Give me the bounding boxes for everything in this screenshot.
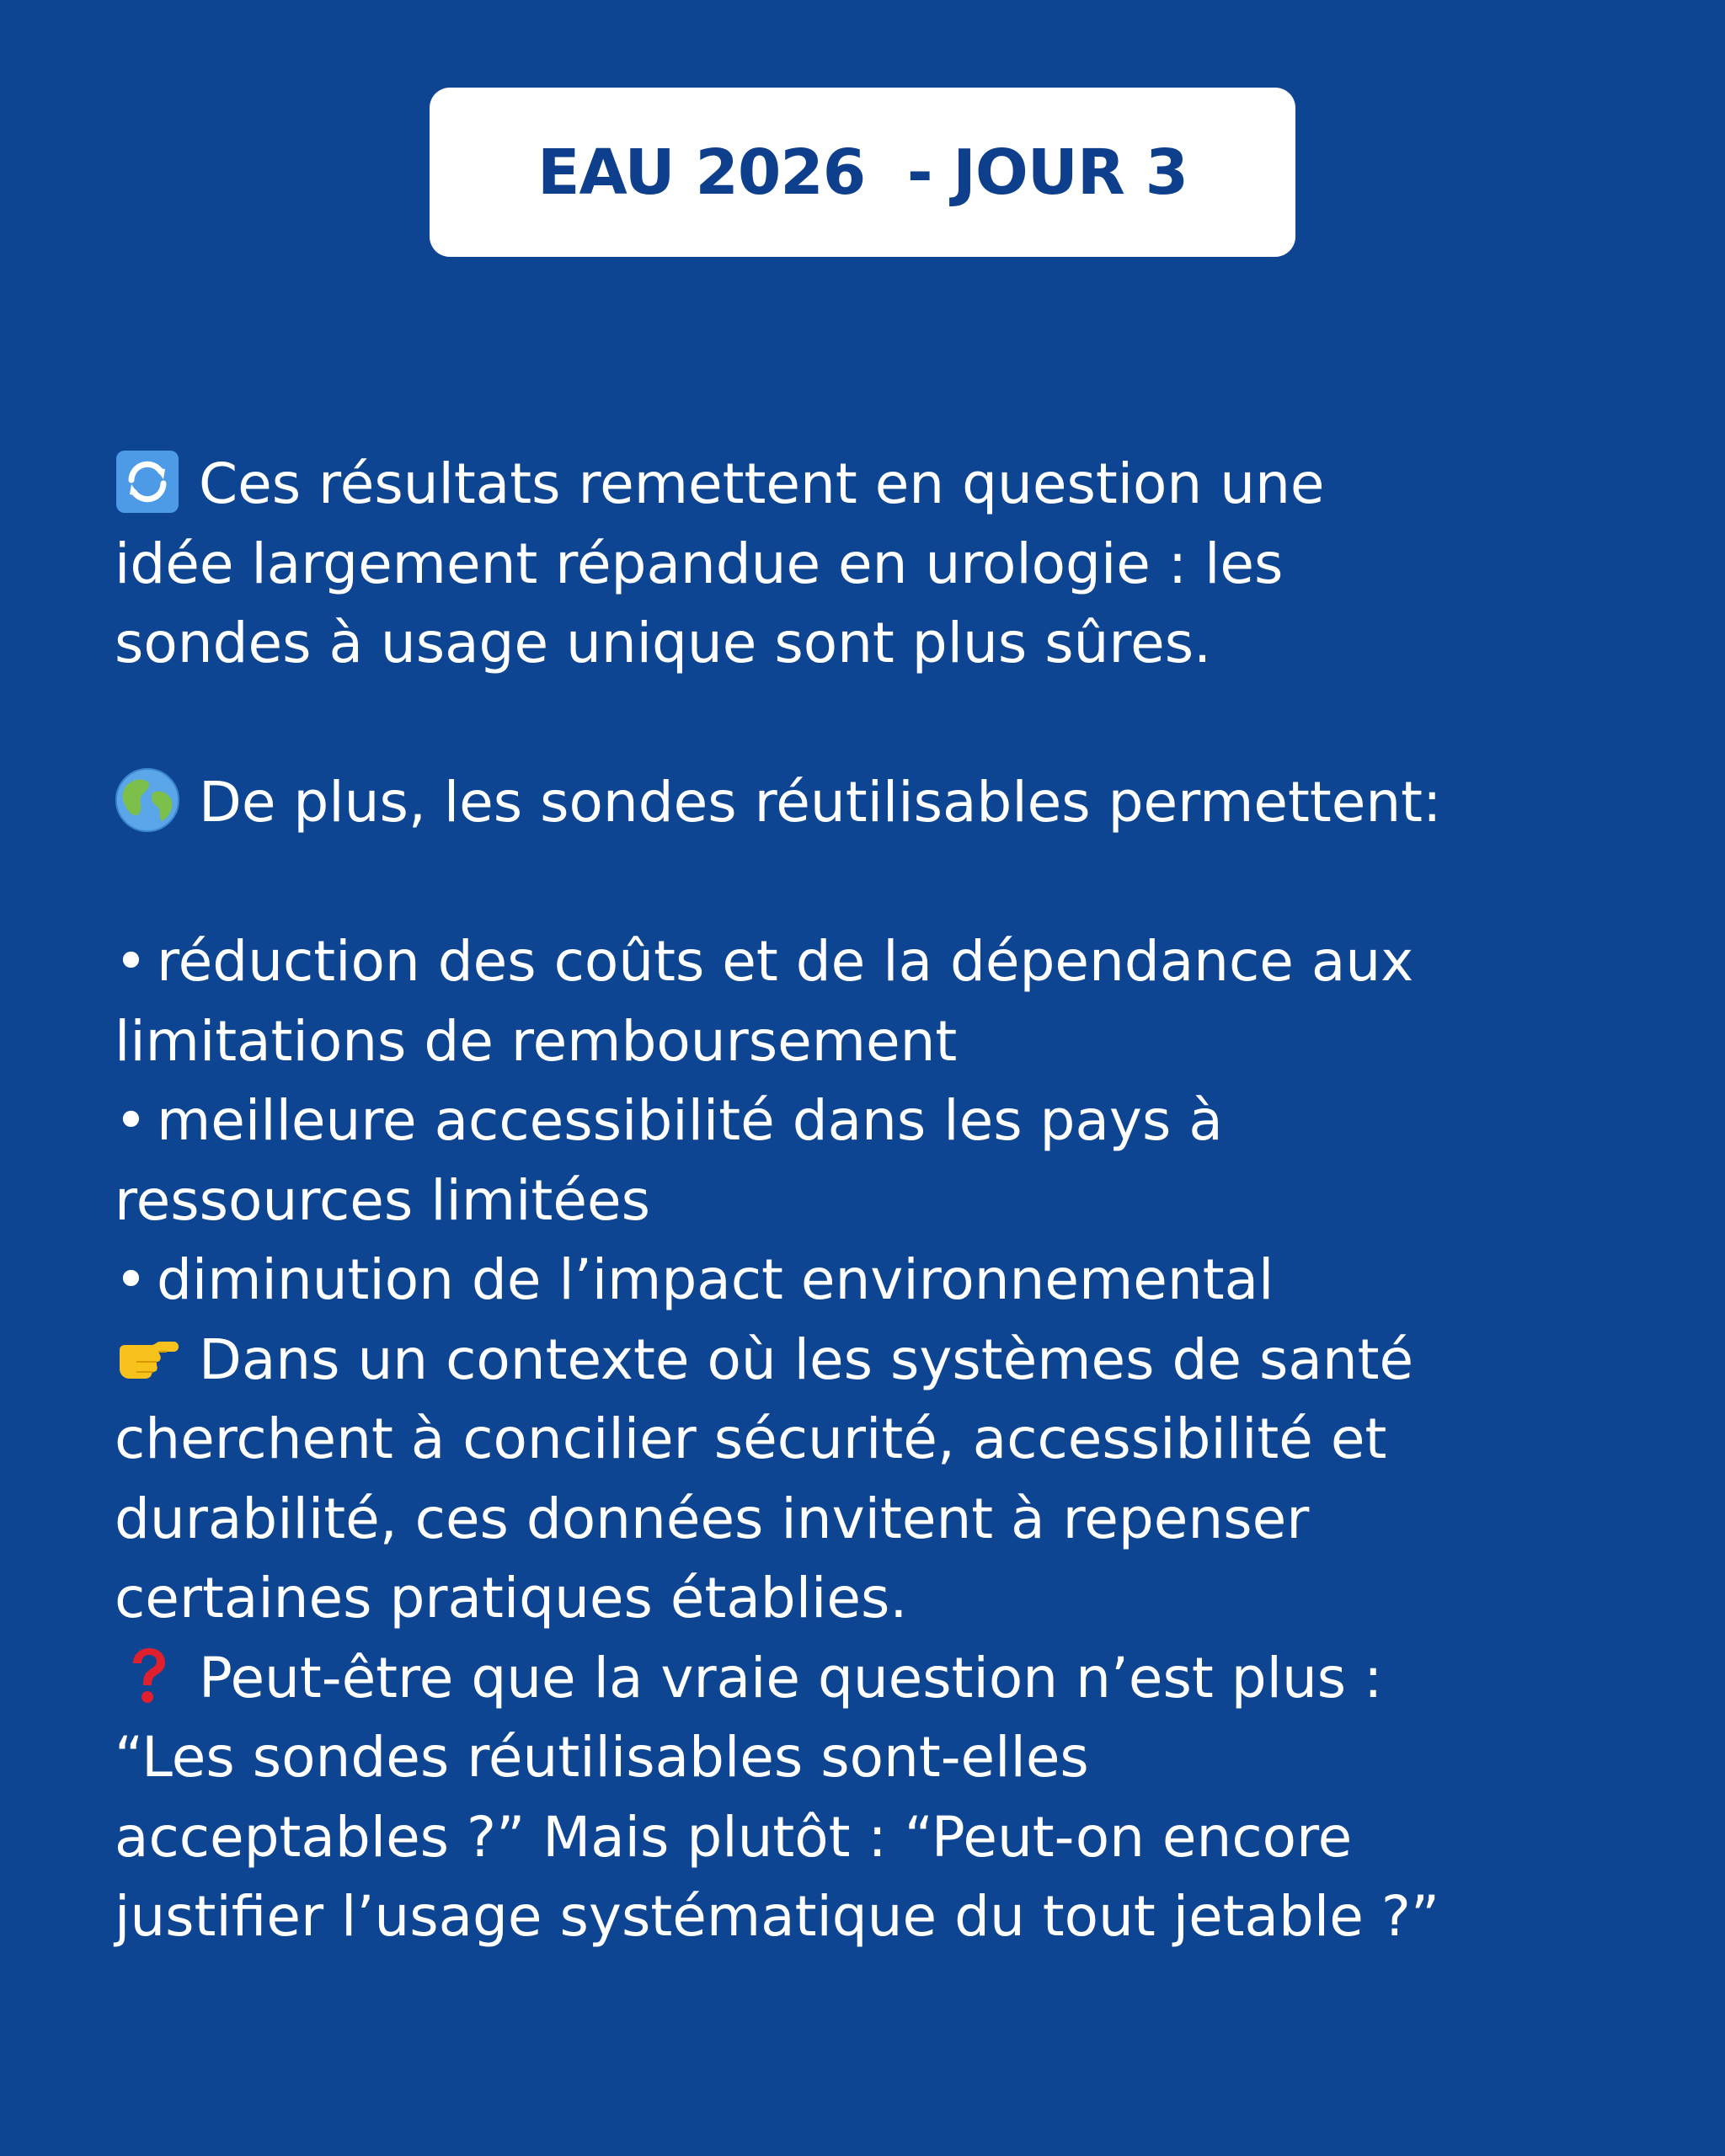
intro-line: idée largement répandue en urologie : les	[115, 531, 1284, 596]
bullet-text: meilleure accessibilité dans les pays à	[157, 1088, 1223, 1153]
bullet-symbol: •	[115, 1088, 147, 1153]
intro-line	[115, 445, 1605, 525]
title-banner	[430, 88, 1295, 257]
question-line: acceptables ?” Mais plutôt : “Peut-on encore	[115, 1804, 1353, 1870]
context-text: Dans un contexte où les systèmes de santé	[199, 1326, 1414, 1392]
globe-icon	[115, 767, 180, 833]
post-body	[115, 445, 1605, 1957]
bullet-continuation: limitations de remboursement	[115, 1008, 958, 1074]
question-text: Peut-être que la vraie question n’est plus :	[199, 1645, 1383, 1710]
bullet-symbol: •	[115, 929, 147, 994]
context-line	[115, 1321, 1605, 1401]
spacer	[115, 843, 1605, 923]
intro-text: Ces résultats remettent en question une	[199, 451, 1325, 516]
bullet-item	[115, 1081, 1605, 1161]
counterclockwise-arrows-icon	[115, 449, 180, 515]
benefits-heading-text: De plus, les sondes réutilisables permettent:	[199, 770, 1442, 835]
question-line	[115, 1639, 1605, 1719]
context-line: cherchent à concilier sécurité, accessibilité et	[115, 1406, 1387, 1471]
bullet-text: diminution de l’impact environnemental	[157, 1247, 1274, 1312]
context-line: certaines pratiques établies.	[115, 1566, 908, 1630]
spacer	[115, 684, 1605, 764]
pointing-hand-icon	[115, 1325, 180, 1390]
bullet-item	[115, 1241, 1605, 1321]
intro-line: sondes à usage unique sont plus sûres.	[115, 611, 1212, 675]
question-line: “Les sondes réutilisables sont-elles	[115, 1725, 1089, 1790]
bullet-item	[115, 922, 1605, 1002]
page-title: EAU 2026 - JOUR 3	[537, 136, 1188, 209]
context-line: durabilité, ces données invitent à repenser	[115, 1486, 1310, 1551]
question-line: justifier l’usage systématique du tout jetable ?”	[115, 1884, 1440, 1949]
bullet-text: réduction des coûts et de la dépendance aux	[157, 929, 1414, 994]
bullet-continuation: ressources limitées	[115, 1167, 650, 1233]
question-mark-icon	[115, 1643, 180, 1709]
bullet-symbol: •	[115, 1247, 147, 1312]
benefits-heading	[115, 763, 1605, 843]
